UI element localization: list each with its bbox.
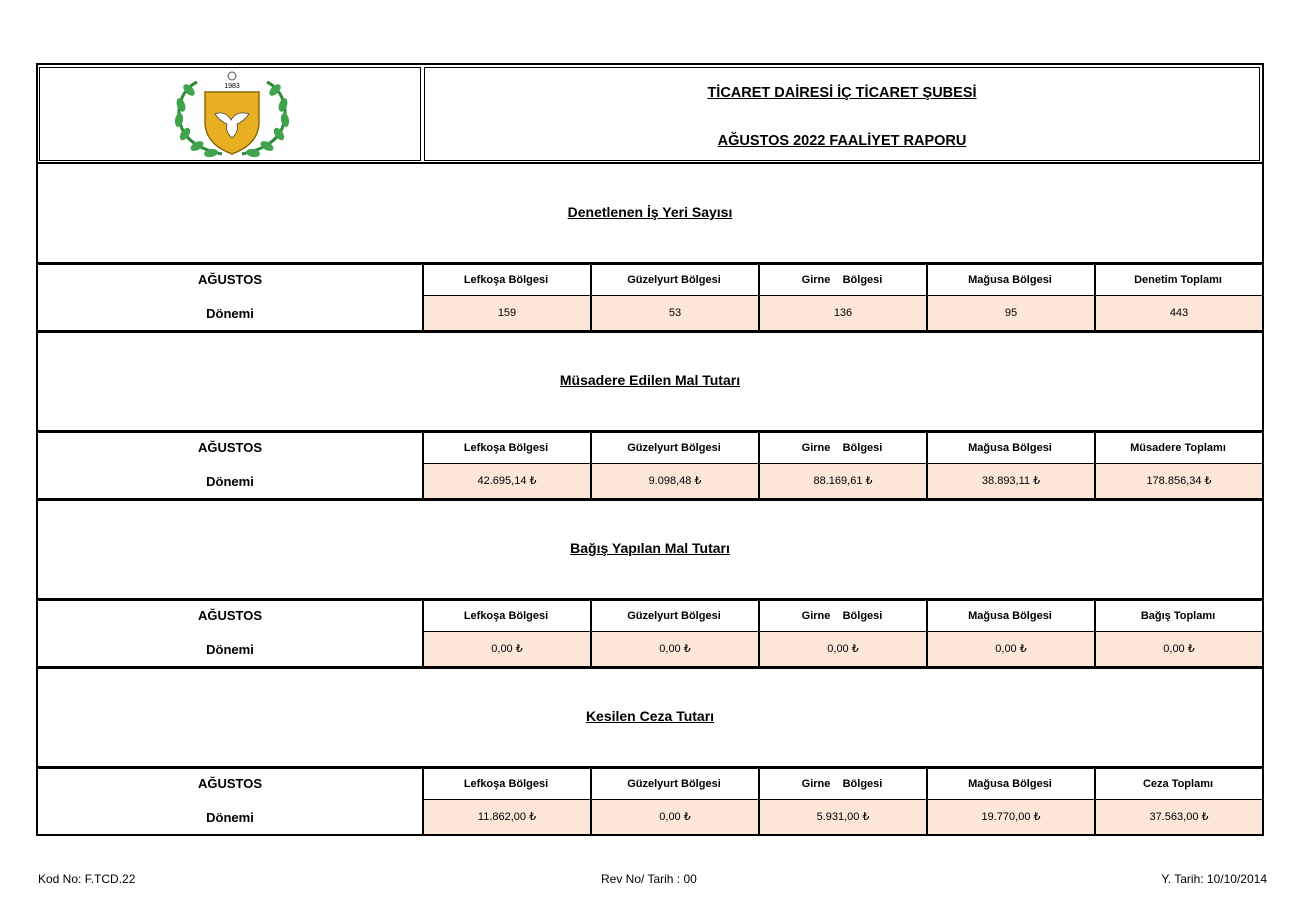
value-cell: 5.931,00 ₺ [760, 800, 926, 834]
row-label-month: AĞUSTOS [197, 440, 263, 455]
row-label-month: AĞUSTOS [197, 608, 263, 623]
report-header [38, 65, 1262, 164]
column-divider [590, 766, 592, 836]
column-divider [758, 430, 760, 500]
column-header: Girne Bölgesi [801, 610, 883, 622]
row-label-month: AĞUSTOS [197, 272, 263, 287]
column-header: Güzelyurt Bölgesi [627, 442, 721, 454]
column-divider [590, 430, 592, 500]
section-title: Denetlenen İş Yeri Sayısı [567, 204, 733, 220]
emblem-logo [167, 70, 297, 160]
column-divider [1094, 262, 1096, 332]
value-cell: 95 [928, 296, 1094, 330]
section-title: Kesilen Ceza Tutarı [585, 708, 715, 724]
row-divider [422, 631, 1262, 632]
divider [38, 162, 1262, 164]
column-divider [758, 598, 760, 668]
value-cell: 0,00 ₺ [592, 632, 758, 666]
row-label-period: Dönemi [206, 306, 254, 321]
footer-revision: Rev No/ Tarih : 00 [601, 872, 697, 886]
row-divider [422, 463, 1262, 464]
section-title: Bağış Yapılan Mal Tutarı [570, 540, 730, 556]
value-cell: 0,00 ₺ [1096, 632, 1262, 666]
column-divider [926, 262, 928, 332]
column-header: Ceza Toplamı [1142, 778, 1214, 790]
column-divider [1094, 598, 1096, 668]
value-cell: 37.563,00 ₺ [1096, 800, 1262, 834]
value-cell: 53 [592, 296, 758, 330]
value-cell: 0,00 ₺ [760, 632, 926, 666]
row-label-period: Dönemi [206, 642, 254, 657]
title-cell [424, 67, 1260, 161]
column-header: Mağusa Bölgesi [968, 610, 1052, 622]
section-bottom-divider [38, 330, 1262, 333]
column-header: Güzelyurt Bölgesi [627, 778, 721, 790]
value-cell: 159 [424, 296, 590, 330]
column-header: Güzelyurt Bölgesi [627, 274, 721, 286]
value-cell: 0,00 ₺ [592, 800, 758, 834]
department-title: TİCARET DAİRESİ İÇ TİCARET ŞUBESİ [707, 85, 977, 101]
row-divider [422, 799, 1262, 800]
section-bottom-divider [38, 666, 1262, 669]
section-bottom-divider [38, 498, 1262, 501]
column-header: Mağusa Bölgesi [968, 442, 1052, 454]
column-header: Girne Bölgesi [801, 778, 883, 790]
column-divider [590, 598, 592, 668]
value-cell: 88.169,61 ₺ [760, 464, 926, 498]
value-cell: 443 [1096, 296, 1262, 330]
column-header: Lefkoşa Bölgesi [463, 610, 549, 622]
value-cell: 0,00 ₺ [928, 632, 1094, 666]
value-cell: 178.856,34 ₺ [1096, 464, 1262, 498]
column-header: Lefkoşa Bölgesi [463, 778, 549, 790]
column-header: Girne Bölgesi [801, 274, 883, 286]
footer-date: Y. Tarih: 10/10/2014 [1161, 872, 1267, 886]
emblem-year: 1983 [224, 83, 240, 90]
column-divider [926, 598, 928, 668]
report-frame [36, 63, 1264, 836]
column-divider [1094, 766, 1096, 836]
column-divider [1094, 430, 1096, 500]
column-header: Güzelyurt Bölgesi [627, 610, 721, 622]
logo-cell [39, 67, 421, 161]
column-divider [758, 262, 760, 332]
column-divider [590, 262, 592, 332]
column-divider [422, 766, 424, 836]
column-divider [926, 430, 928, 500]
column-header: Mağusa Bölgesi [968, 778, 1052, 790]
value-cell: 19.770,00 ₺ [928, 800, 1094, 834]
column-header: Lefkoşa Bölgesi [463, 274, 549, 286]
column-header: Mağusa Bölgesi [968, 274, 1052, 286]
report-title: AĞUSTOS 2022 FAALİYET RAPORU [717, 133, 967, 149]
value-cell: 38.893,11 ₺ [928, 464, 1094, 498]
row-divider [422, 295, 1262, 296]
row-label-month: AĞUSTOS [197, 776, 263, 791]
column-divider [926, 766, 928, 836]
value-cell: 11.862,00 ₺ [424, 800, 590, 834]
column-divider [758, 766, 760, 836]
value-cell: 9.098,48 ₺ [592, 464, 758, 498]
column-header: Girne Bölgesi [801, 442, 883, 454]
footer-code: Kod No: F.TCD.22 [38, 872, 136, 886]
column-divider [422, 262, 424, 332]
section-title: Müsadere Edilen Mal Tutarı [559, 372, 741, 388]
column-divider [422, 598, 424, 668]
value-cell: 42.695,14 ₺ [424, 464, 590, 498]
column-divider [422, 430, 424, 500]
column-header: Denetim Toplamı [1134, 274, 1222, 286]
column-header: Müsadere Toplamı [1130, 442, 1226, 454]
value-cell: 0,00 ₺ [424, 632, 590, 666]
value-cell: 136 [760, 296, 926, 330]
row-label-period: Dönemi [206, 474, 254, 489]
column-header: Bağış Toplamı [1140, 610, 1216, 622]
row-label-period: Dönemi [206, 810, 254, 825]
column-header: Lefkoşa Bölgesi [463, 442, 549, 454]
